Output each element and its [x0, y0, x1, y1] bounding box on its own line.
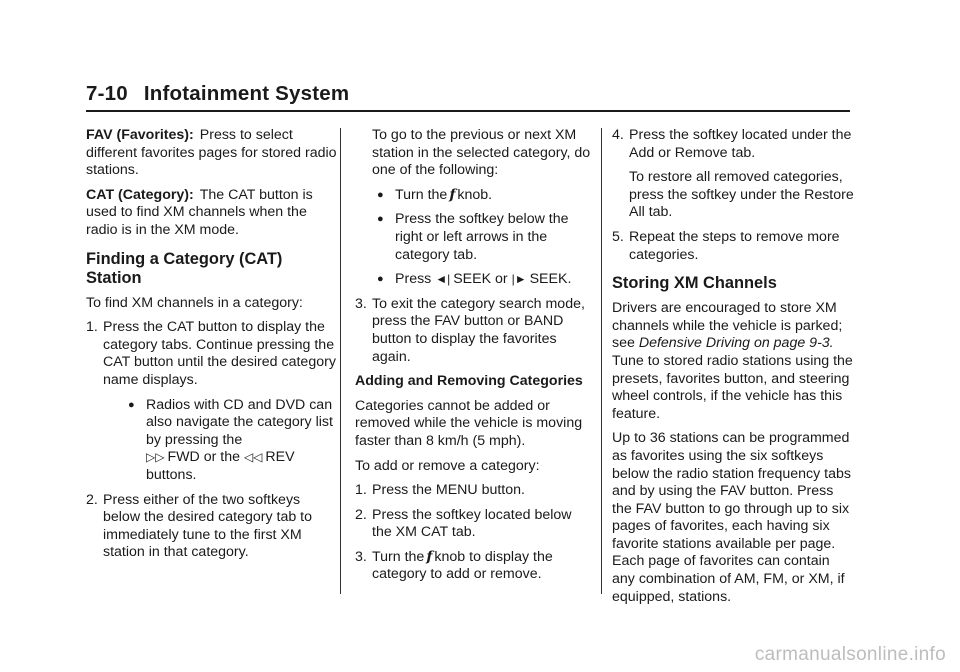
fav-definition: FAV (Favorites): Press to select different favorites pages for stored radio stations.: [86, 127, 337, 179]
rev-icon: ◁◁: [243, 450, 263, 465]
cannot-add-text: Categories cannot be added or removed while the vehicle is moving faster than 8 km/h (5 mph).: [355, 397, 583, 449]
column-divider: [601, 128, 602, 594]
add-step-5: 5. Repeat the steps to remove more categories.: [612, 228, 840, 263]
page-number: 7-10: [86, 82, 128, 105]
fwd-icon: ▷▷: [146, 450, 165, 465]
cat-term: CAT (Category):: [86, 186, 194, 203]
bullet-icon: ●: [377, 213, 384, 226]
add-step-4: 4. Press the softkey located under the Add or Remove tab.: [612, 127, 852, 161]
bullet-press-softkey: ● Press the softkey below the right or left arrows in the category tab.: [377, 211, 569, 263]
step-2: 2. Press either of the two softkeys below the desired category tab to immediately tune to the first XM station in that category.: [86, 491, 313, 561]
add-step-1: 1. Press the MENU button.: [355, 482, 525, 499]
seek-down-icon: ◄|: [435, 272, 451, 287]
subheading-adding-removing: Adding and Removing Categories: [355, 373, 583, 390]
bullet-icon: ●: [377, 273, 384, 286]
fav-term: FAV (Favorites):: [86, 127, 194, 143]
restore-text: To restore all removed categories, press the softkey under the Restore All tab.: [629, 169, 854, 221]
bullet-icon: ●: [128, 398, 135, 411]
cat-definition: CAT (Category): The CAT button is used to find XM channels when the radio is in the XM mode.: [86, 186, 313, 238]
seek-up-icon: |►: [511, 272, 527, 287]
column-3: [612, 127, 856, 613]
add-step-3: 3. Turn the f knob to display the category to add or remove.: [355, 548, 553, 583]
page-header: [86, 82, 850, 112]
bullet-radios-cd-dvd: ● Radios with CD and DVD can also navigate the category list by pressing the ▷▷ FWD or the ◁◁ REV buttons.: [128, 396, 333, 483]
bullet-icon: ●: [377, 188, 384, 201]
heading-finding-category: Finding a Category (CAT) Station: [86, 249, 283, 287]
storing-paragraph-1: Drivers are encouraged to store XM channels while the vehicle is parked; see Defensive Driving on page 9-3. Tune to stored radio stations using the presets, favorites button, and steering wheel controls, if the vehicle has this feature.: [612, 300, 853, 422]
step-3: 3. To exit the category search mode, press the FAV button or BAND button to display the favorites again.: [355, 295, 585, 365]
column-2: [355, 127, 595, 591]
column-divider: [340, 128, 341, 594]
intro-text: To find XM channels in a category:: [86, 294, 303, 311]
bullet-turn-knob: ● Turn the f knob.: [377, 186, 493, 203]
cross-reference-link: Defensive Driving on page 9-3.: [638, 335, 834, 352]
bullet-press-seek: ● Press ◄| SEEK or |► SEEK.: [377, 271, 572, 288]
storing-paragraph-2: Up to 36 stations can be programmed as favorites using the six softkeys below the radio station frequency tabs and by using the FAV button. Press the FAV button to go through up to six pages of favorites, each having six favorite stations available per page. Each page of favorites can contain any combination of AM, FM, or XM, if equipped, stations.: [612, 430, 851, 605]
to-add-text: To add or remove a category:: [355, 457, 540, 474]
heading-storing-xm: Storing XM Channels: [612, 274, 777, 293]
watermark: carmanualsonline.info: [754, 644, 946, 665]
column-1: [86, 127, 338, 569]
tune-knob-icon: f: [426, 548, 433, 565]
section-title: Infotainment System: [143, 82, 350, 105]
step-1: 1. Press the CAT button to display the category tabs. Continue pressing the CAT button until the desired category name displays.: [86, 319, 336, 388]
add-step-2: 2. Press the softkey located below the XM CAT tab.: [355, 506, 572, 541]
tune-knob-icon: f: [449, 186, 456, 203]
continue-text: To go to the previous or next XM station in the selected category, do one of the following:: [372, 127, 591, 179]
